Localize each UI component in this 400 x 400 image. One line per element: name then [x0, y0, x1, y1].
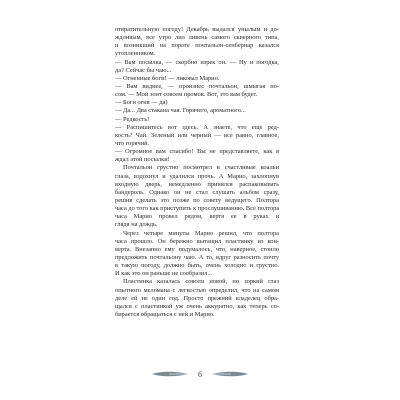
paragraph — [115, 124, 279, 148]
text-line: часа до того как приступить к прослушиванию. Все полтора — [115, 205, 279, 213]
text-line: что горячий. — [115, 139, 150, 147]
paragraph — [115, 148, 279, 164]
paragraph — [115, 59, 279, 75]
page-footer — [140, 369, 260, 379]
paragraph — [115, 83, 279, 99]
right-ornament-icon — [209, 370, 249, 378]
text-line: глаза, вздохнул и удалился прочь. А Марио, захлопнув — [115, 172, 279, 180]
text-line: опытного меломана с легкостью определил, что на самом — [115, 286, 279, 294]
text-line: — Боги огня — да) — [115, 99, 168, 107]
text-line: — Огненные боги! — ликовал Марио. — [115, 74, 220, 82]
paragraph — [115, 278, 279, 319]
text-line: ждал этой посылки! — [115, 156, 170, 164]
paragraph — [115, 75, 279, 83]
text-line: сом. — Мой зонт совсем промок. Вот, это вам будет. — [115, 91, 258, 99]
text-line: Через четыре минуты Марио решил, что полтора — [123, 229, 279, 237]
text-line: верта. Внезапно ему подумалось, что, наверное, стоило — [115, 245, 279, 253]
paragraph — [115, 99, 279, 107]
paragraph — [115, 230, 279, 279]
text-line: отвратительную погоду! Декабрь выдался унылым и до- — [115, 26, 279, 33]
text-line: кость? Чай. Зеленый или черный — все равно, главное, — [115, 131, 279, 139]
left-ornament-icon — [151, 370, 191, 378]
text-line: и возникший на пороге почтальон-сенбернар казался — [115, 42, 279, 50]
text-line: решив сделать это позже по совету ведущего. Полтора — [115, 196, 279, 204]
text-line: часа Марио провел рядом, вертя ее в руках и — [115, 213, 279, 221]
text-line: бирается обращаться с ней и Марио. — [115, 310, 215, 318]
paragraph — [115, 116, 279, 124]
text-line: Пластинка казалась совсем новой, но зоркий глаз — [123, 278, 279, 286]
text-line: входную дверь, немедленно принялся распаковывать — [115, 180, 279, 188]
paragraph — [115, 26, 279, 59]
text-line: — Вам посылка, — скорбно изрек он. — Ну и погодка, — [115, 58, 279, 66]
text-line: — Да... Два стакана чая. Горячего, ароматного... — [115, 107, 246, 115]
paragraph — [115, 107, 279, 115]
text-line: часа прошло. Он бережно вытащил пластинку из кон- — [115, 237, 279, 245]
paragraph — [115, 164, 279, 229]
text-line: — Огромное вам спасибо! Вы не представляете, как я — [115, 148, 279, 156]
page-text — [115, 26, 279, 319]
text-line: — Редкость! — [115, 115, 150, 123]
text-line: в такую погоду, должно быть, очень холодно и грустно. — [115, 262, 279, 270]
text-line: глядя на дождь. — [115, 221, 158, 229]
text-line: Почтальон грустно посмотрел в счастливые коальи — [123, 164, 279, 172]
text-line: утопленником. — [115, 50, 156, 58]
text-line: предложить почтальону чаю. А то, вдруг разносить почту — [115, 253, 279, 261]
text-line: И как это он раньше не сообразил... — [115, 270, 213, 278]
page-number: 6 — [197, 369, 203, 379]
text-line: — Вам виднее, — произнес почтальон, шмыгая но- — [115, 82, 279, 90]
text-line: щался с пластинкой уж очень аккуратно, как теперь со- — [115, 302, 279, 310]
text-line: — Распишитесь вот здесь. А знаете, что еще ред- — [115, 123, 279, 131]
text-line: бандероль. Однако он не стал слушать альбом сразу, — [115, 188, 279, 196]
text-line: да? Сейчас бы чаю... — [115, 66, 172, 74]
text-line: деле ей не один год. Просто прежний владелец обра- — [115, 294, 279, 302]
text-line: ждливым, все утро лил ливень самого скверного типа, — [115, 34, 279, 42]
